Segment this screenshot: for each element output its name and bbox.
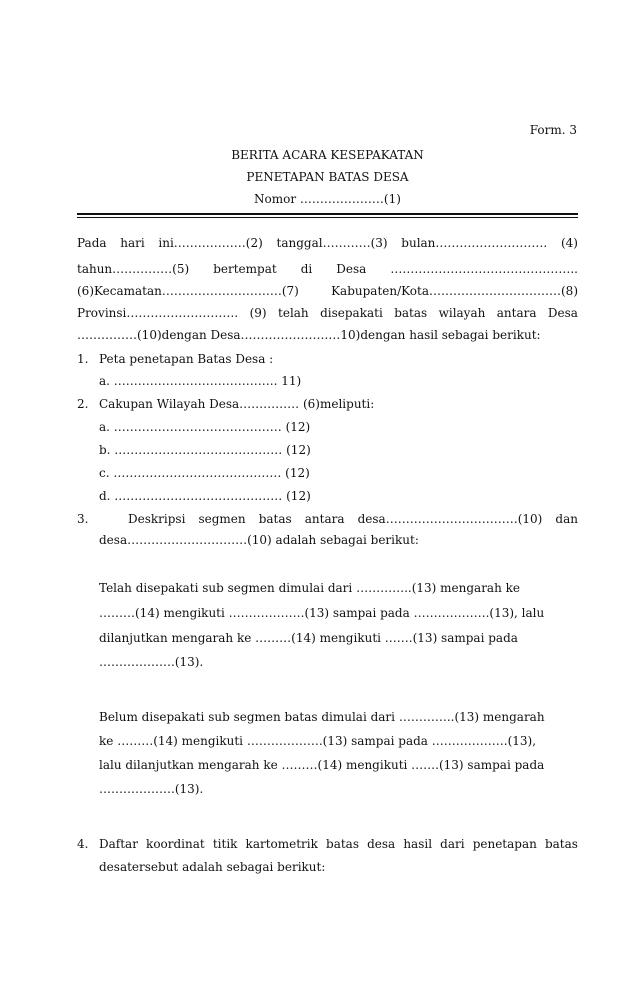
intro-word: Pada (77, 236, 107, 250)
intro-line-2 (77, 262, 578, 276)
intro-word: Provinsi………………………. (77, 306, 239, 320)
item-2-number: 2. (77, 397, 89, 411)
not-agreed-line-1: Belum disepakati sub segmen batas dimulai dari …………..(13) mengarah (99, 710, 545, 724)
item-3-word: segmen (198, 512, 246, 526)
item-2-text: Cakupan Wilayah Desa…………… (6)meliputi: (99, 397, 375, 411)
intro-word: ……………………………………….. (390, 262, 578, 276)
item-2-sub: c. …………………………………… (12) (99, 466, 310, 480)
item-4-word: batas (544, 837, 578, 851)
header-rule-thick (77, 213, 578, 215)
intro-word: (9) (249, 306, 267, 320)
header-rule-thin (77, 217, 578, 218)
intro-word: Desa (547, 306, 578, 320)
document-number: Nomor …………………(1) (254, 192, 401, 206)
intro-word: (4) (560, 236, 578, 250)
not-agreed-line-2: ke ………(14) mengikuti ……………….(13) sampai pada ……………….(13), (99, 734, 537, 748)
agreed-line-4: ……………….(13). (99, 655, 204, 669)
item-3-number: 3. (77, 512, 89, 526)
item-2-sub: d. …………………………………… (12) (99, 489, 311, 503)
intro-word: wilayah (438, 306, 486, 320)
item-3-word: dan (555, 512, 578, 526)
item-3-word: antara (304, 512, 345, 526)
form-number: Form. 3 (529, 123, 577, 137)
document-subtitle: PENETAPAN BATAS DESA (246, 170, 409, 184)
intro-word: bulan………………………. (401, 236, 548, 250)
item-1-sub-a: a. ………………………………….. 11) (99, 374, 302, 388)
item-2-sub: a. …………………………………… (12) (99, 420, 311, 434)
intro-line-1 (77, 236, 578, 250)
intro-word: batas (394, 306, 428, 320)
item-3-line-2: desa…………………………(10) adalah sebagai berikut: (99, 533, 419, 547)
item-3-line-1 (128, 512, 578, 526)
not-agreed-line-4: ……………….(13). (99, 782, 204, 796)
item-4-word: kartometrik (245, 837, 318, 851)
item-2-sub: b. …………………………………… (12) (99, 443, 311, 457)
not-agreed-line-3: lalu dilanjutkan mengarah ke ………(14) mengikuti …….(13) sampai pada (99, 758, 545, 772)
item-4-line-2: desatersebut adalah sebagai berikut: (99, 860, 326, 874)
intro-word: (6)Kecamatan…………………………(7) (77, 284, 299, 298)
item-3-word: desa……………………………(10) (357, 512, 543, 526)
intro-word: tanggal…………(3) (276, 236, 388, 250)
item-4-word: dari (440, 837, 465, 851)
item-4-word: Daftar (99, 837, 138, 851)
intro-word: di (300, 262, 313, 276)
item-4-word: batas (326, 837, 359, 851)
intro-word: antara (496, 306, 537, 320)
intro-line-3 (77, 284, 578, 298)
item-1-number: 1. (77, 352, 89, 366)
item-4-number: 4. (77, 837, 89, 851)
intro-word: tahun……………(5) (77, 262, 190, 276)
intro-word: Kabupaten/Kota……………………………(8) (331, 284, 578, 298)
document-title: BERITA ACARA KESEPAKATAN (231, 148, 424, 162)
item-4-word: penetapan (472, 837, 537, 851)
agreed-line-3: dilanjutkan mengarah ke ………(14) mengikuti …….(13) sampai pada (99, 631, 518, 645)
item-4-word: hasil (403, 837, 433, 851)
intro-line-4 (77, 306, 578, 320)
intro-word: disepakati (320, 306, 383, 320)
item-3-word: Deskripsi (128, 512, 186, 526)
item-4-word: koordinat (146, 837, 205, 851)
agreed-line-1: Telah disepakati sub segmen dimulai dari …………..(13) mengarah ke (99, 581, 520, 595)
item-1-text: Peta penetapan Batas Desa : (99, 352, 274, 366)
agreed-line-2: ………(14) mengikuti ……………….(13) sampai pada ……………….(13), lalu (99, 606, 545, 620)
item-3-word: batas (258, 512, 292, 526)
intro-word: bertempat (213, 262, 277, 276)
intro-line-5: ……………(10)dengan Desa………………….…10)dengan hasil sebagai berikut: (77, 328, 541, 342)
item-4-line-1 (99, 837, 578, 851)
item-4-word: titik (212, 837, 238, 851)
item-4-word: desa (367, 837, 396, 851)
intro-word: hari (120, 236, 145, 250)
intro-word: ini………………(2) (158, 236, 263, 250)
intro-word: Desa (336, 262, 367, 276)
intro-word: telah (278, 306, 309, 320)
